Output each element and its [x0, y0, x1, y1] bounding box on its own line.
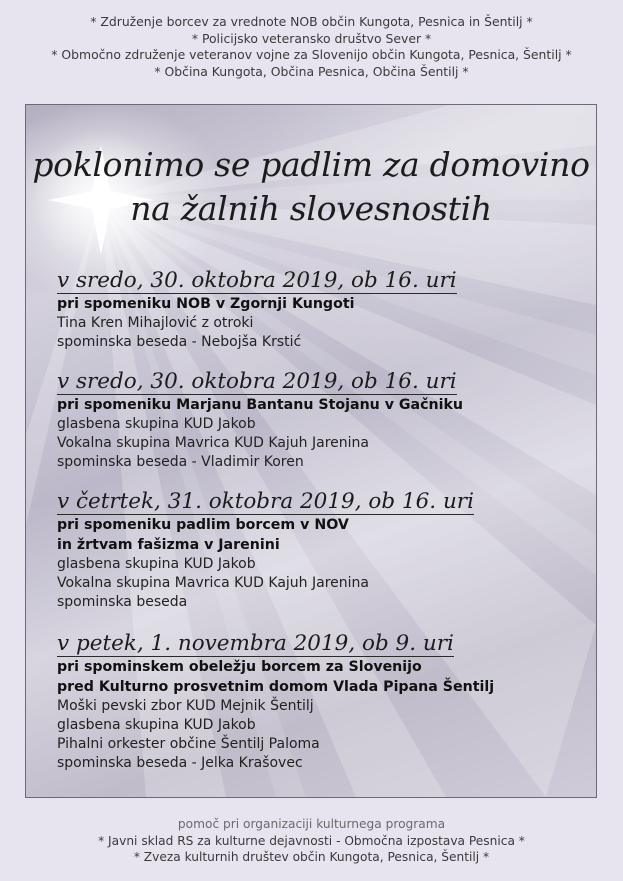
- event-program-item: glasbena skupina KUD Jakob: [57, 416, 256, 432]
- event-program-item: spominska beseda - Nebojša Krstić: [57, 334, 302, 350]
- invitation-panel: [25, 104, 597, 798]
- title-line: poklonimo se padlim za domovino: [32, 145, 590, 184]
- event-program-item: Vokalna skupina Mavrica KUD Kajuh Jarenina: [57, 575, 369, 591]
- event-place: pri spomeniku NOB v Zgornji Kungoti: [57, 296, 355, 312]
- event-4: [57, 631, 577, 773]
- organizer-line: * Policijsko veteransko društvo Sever *: [191, 30, 432, 46]
- organizer-line: * Občina Kungota, Občina Pesnica, Občina Šentilj *: [154, 63, 469, 79]
- event-program-item: glasbena skupina KUD Jakob: [57, 556, 256, 572]
- event-program-item: Moški pevski zbor KUD Mejnik Šentilj: [57, 698, 314, 714]
- organizer-line: * Združenje borcev za vrednote NOB občin Kungota, Pesnica in Šentilj *: [90, 14, 533, 29]
- event-program-item: Tina Kren Mihajlović z otroki: [57, 315, 254, 331]
- event-program-item: spominska beseda - Jelka Krašovec: [57, 755, 303, 771]
- event-program-item: Vokalna skupina Mavrica KUD Kajuh Jarenina: [57, 435, 369, 451]
- footer-line: * Javni sklad RS za kulturne dejavnosti - Območna izpostava Pesnica *: [98, 833, 525, 848]
- event-date: v sredo, 30. oktobra 2019, ob 16. uri: [57, 369, 457, 394]
- organizers-header: [0, 14, 623, 80]
- event-program-item: Pihalni orkester občine Šentilj Paloma: [57, 736, 320, 752]
- support-footer: [0, 816, 623, 866]
- event-place: in žrtvam fašizma v Jarenini: [57, 537, 280, 553]
- event-program-item: spominska beseda - Vladimir Koren: [57, 454, 304, 470]
- title-line: na žalnih slovesnostih: [130, 189, 492, 228]
- event-program-item: glasbena skupina KUD Jakob: [57, 717, 256, 733]
- footer-line: * Zveza kulturnih društev občin Kungota, Pesnica, Šentilj *: [133, 850, 490, 864]
- event-place: pri spomeniku padlim borcem v NOV: [57, 517, 349, 533]
- event-program-item: spominska beseda: [57, 594, 188, 610]
- main-title: [26, 143, 596, 231]
- event-place: pri spominskem obeležju borcem za Slovenijo: [57, 659, 422, 675]
- organizer-line: * Območno združenje veteranov vojne za Slovenijo občin Kungota, Pesnica, Šentilj *: [51, 47, 572, 62]
- event-place: pred Kulturno prosvetnim domom Vlada Pipana Šentilj: [57, 679, 495, 695]
- event-date: v sredo, 30. oktobra 2019, ob 16. uri: [57, 268, 457, 293]
- event-date: v četrtek, 31. oktobra 2019, ob 16. uri: [57, 489, 474, 514]
- event-1: [57, 268, 577, 352]
- footer-title: pomoč pri organizaciji kulturnega programa: [177, 817, 446, 831]
- event-3: [57, 489, 577, 612]
- event-2: [57, 369, 577, 472]
- event-date: v petek, 1. novembra 2019, ob 9. uri: [57, 631, 454, 656]
- event-place: pri spomeniku Marjanu Bantanu Stojanu v Gačniku: [57, 397, 464, 413]
